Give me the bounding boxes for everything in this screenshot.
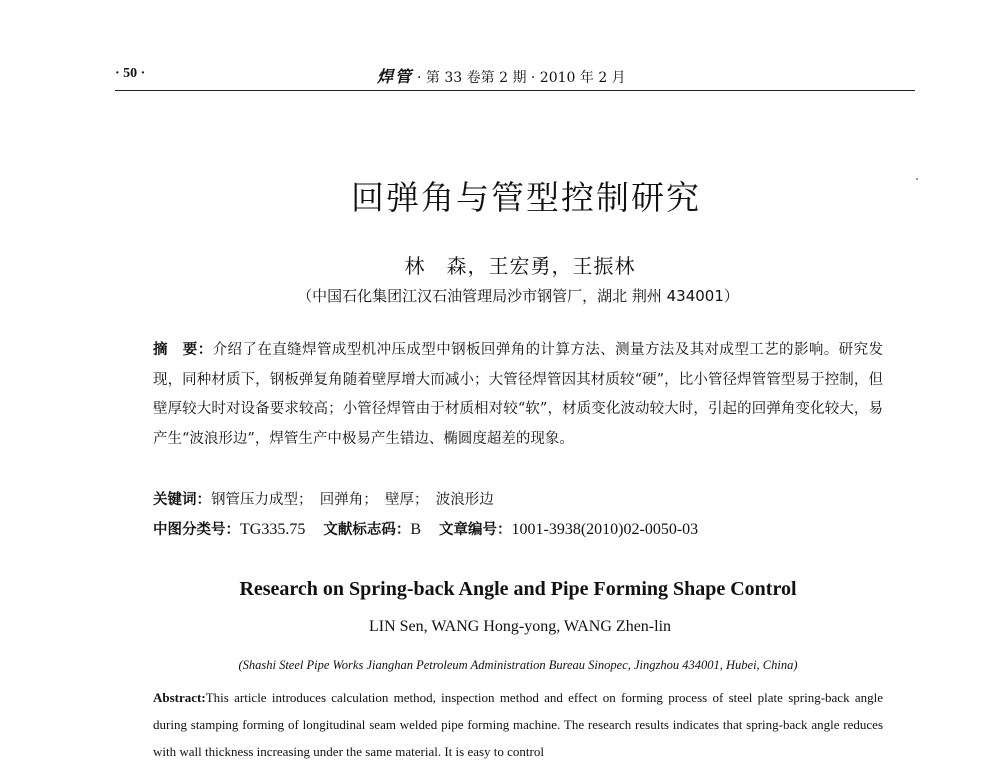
header-rule (115, 90, 915, 91)
doc-code-label: 文献标志码： (323, 522, 411, 538)
paper-title-en: Research on Spring-back Angle and Pipe Forming Shape Control (239, 578, 797, 600)
abstract-en-label: Abstract: (153, 690, 206, 705)
affiliation-cn: （中国石化集团江汉石油管理局沙市钢管厂，湖北 荆州 434001） (297, 287, 739, 305)
clc-label: 中图分类号： (153, 522, 240, 538)
page-number: · 50 · (115, 66, 146, 81)
journal-issue: · 第 33 卷第 2 期 · 2010 年 2 月 (417, 70, 626, 86)
abstract-cn (153, 336, 883, 454)
doc-code-value: B (410, 521, 421, 538)
keywords-cn (153, 488, 883, 509)
abstract-en-text: This article introduces calculation method, inspection method and effect on forming process of steel plate spring-back angle during stamping forming of longitudinal seam welded pipe forming machine. The research results indicates that spring-back angle reduces with wall thickness increasing under the same material. It is easy to control (153, 690, 883, 759)
abstract-en (153, 684, 883, 765)
authors-cn: 林 森，王宏勇，王振林 (404, 254, 636, 278)
authors-en: LIN Sen, WANG Hong-yong, WANG Zhen-lin (368, 618, 672, 635)
abstract-cn-label: 摘 要： (153, 342, 213, 358)
keywords-cn-label: 关键词： (153, 492, 211, 508)
paper-title-cn: 回弹角与管型控制研究 (351, 178, 701, 217)
clc-value: TG335.75 (240, 521, 306, 538)
scan-speck (916, 178, 918, 180)
journal-info (377, 64, 626, 87)
classification-line (153, 518, 883, 539)
affiliation-en: (Shashi Steel Pipe Works Jianghan Petroleum Administration Bureau Sinopec, Jingzhou 434001, Hubei, China) (238, 658, 798, 672)
journal-logo: 焊管 (377, 67, 414, 86)
article-no-label: 文章编号： (439, 522, 512, 538)
article-no-value: 1001-3938(2010)02-0050-03 (511, 521, 699, 538)
keywords-cn-text: 钢管压力成型； 回弹角； 壁厚； 波浪形边 (211, 492, 494, 508)
abstract-cn-text: 介绍了在直缝焊管成型机冲压成型中钢板回弹角的计算方法、测量方法及其对成型工艺的影响。研究发现，同种材质下，钢板弹复角随着壁厚增大而减小；大管径焊管因其材质较“硬”，比小管径焊管管型易于控制，但壁厚较大时对设备要求较高；小管径焊管由于材质相对较“软”，材质变化波动较大时，引起的回弹角变化较大，易产生“波浪形边”，焊管生产中极易产生错边、椭圆度超差的现象。 (153, 342, 883, 447)
running-header (115, 62, 915, 88)
